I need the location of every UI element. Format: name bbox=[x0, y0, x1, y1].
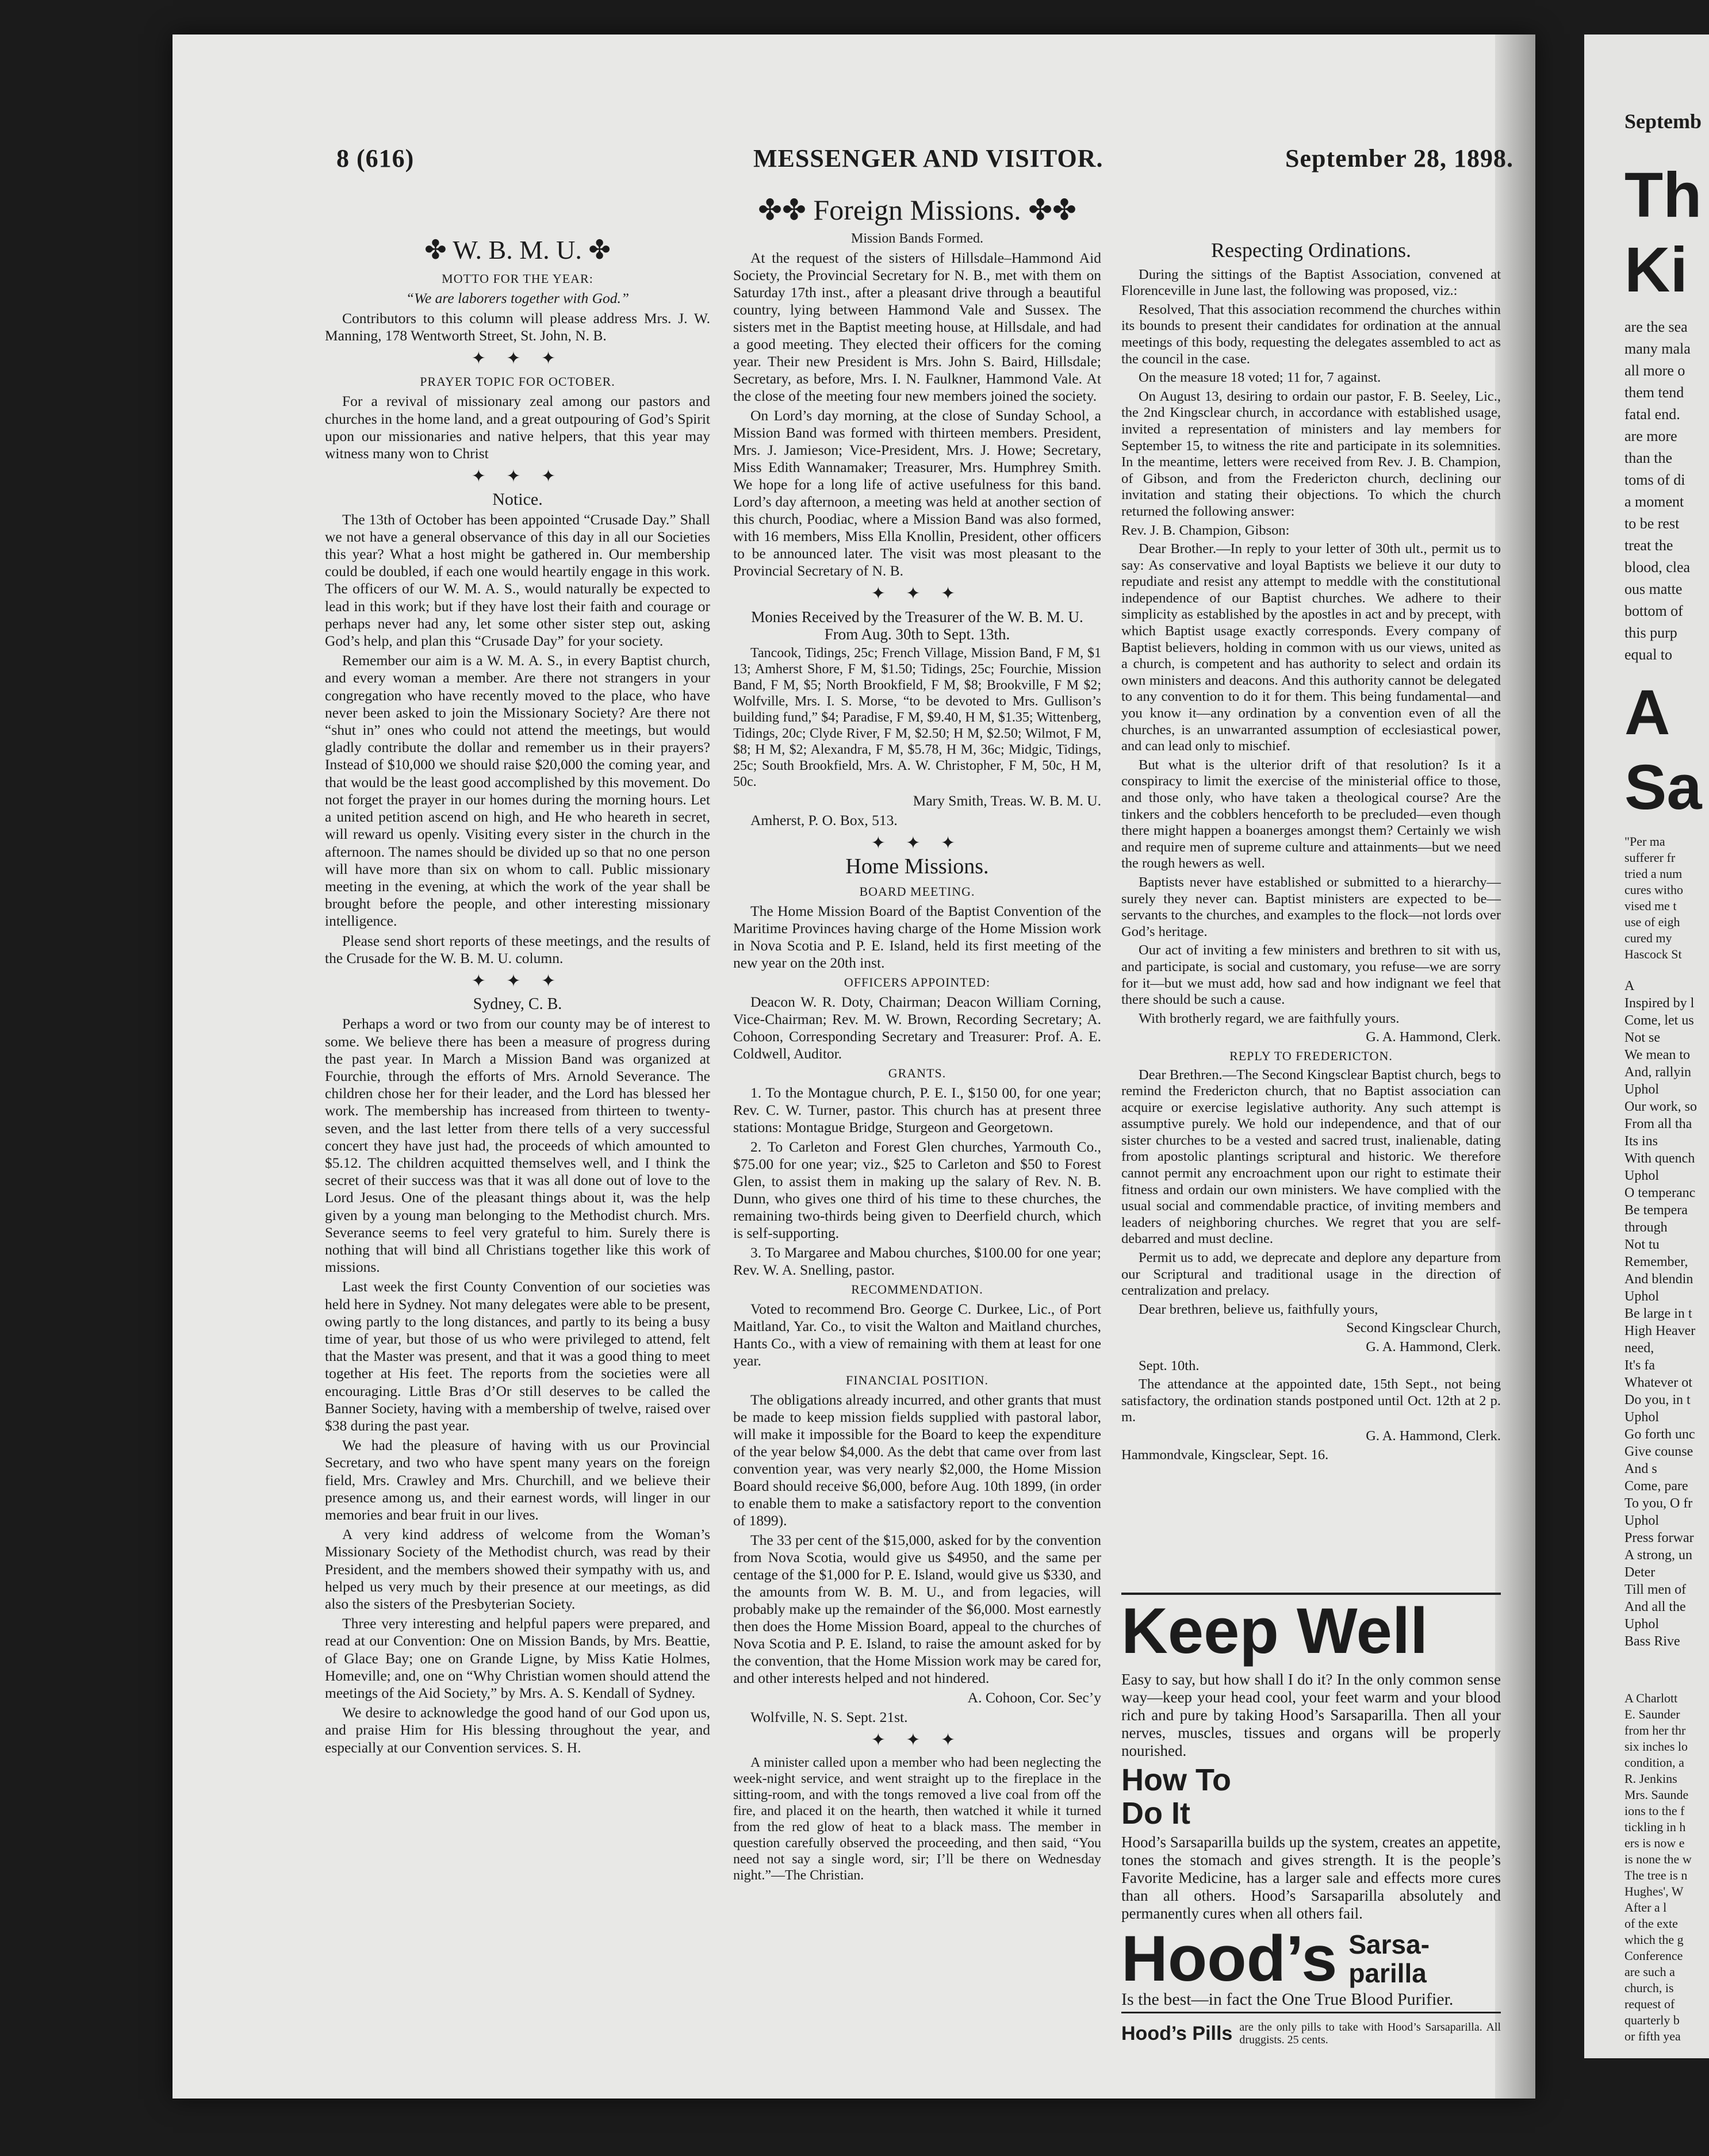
adjacent-line: Our work, so bbox=[1624, 1099, 1697, 1114]
adjacent-line: Come, pare bbox=[1624, 1479, 1688, 1494]
adjacent-line: ions to the f bbox=[1624, 1804, 1685, 1818]
letter-paragraph: Our act of inviting a few ministers and brethren to sit with us, and participate, is social and customary, you refuse—we are sorry for it—but we must add, how sad and how indignant we feel that there should be such a cause. bbox=[1121, 942, 1501, 1008]
adjacent-line: High Heaver bbox=[1624, 1323, 1696, 1338]
adjacent-line: bottom of bbox=[1624, 603, 1683, 619]
bands-title: Mission Bands Formed. bbox=[850, 231, 983, 246]
ad-body: Easy to say, but how shall I do it? In the only common sense way—keep your head cool, your feet warm and your blood rich and pure by taking Hood’s Sarsaparilla. Then all your nerves, muscles, tissues and organs will be properly nourished. bbox=[1121, 1671, 1501, 1759]
adjacent-line: need, bbox=[1624, 1341, 1654, 1356]
ad-headline: Keep Well bbox=[1121, 1595, 1428, 1667]
sydney-title: Sydney, C. B. bbox=[473, 995, 562, 1014]
final-place: Hammondvale, Kingsclear, Sept. 16. bbox=[1121, 1447, 1329, 1463]
adjacent-line: Mrs. Saunde bbox=[1624, 1787, 1689, 1802]
adjacent-line: Do you, in t bbox=[1624, 1392, 1691, 1407]
reply-label: REPLY TO FREDERICTON. bbox=[1229, 1048, 1393, 1063]
adjacent-line: quarterly b bbox=[1624, 2013, 1680, 2027]
adjacent-line: through bbox=[1624, 1220, 1668, 1235]
contributors-note: Contributors to this column will please address Mrs. J. W. Manning, 178 Wentworth Street, St. John, N. B. bbox=[325, 309, 710, 344]
column-wbmu bbox=[325, 235, 710, 1759]
bands-paragraph: At the request of the sisters of Hillsdale–Hammond Aid Society, the Provincial Secretary for N. B., met with them on Saturday 17th inst., after a pleasant drive through a beautiful country, lying between Hammond Vale and Sussex. The sisters met in the Baptist meeting house, at Hillsdale, and had a good meeting. They elected their officers for the coming year. Their new President is Mrs. John S. Baird, Hillsdale; Secretary, as before, Mrs. I. N. Faulkner, Hammond Vale. At the close of the meeting four new members joined the society. bbox=[733, 250, 1101, 404]
board-paragraph: The Home Mission Board of the Baptist Convention of the Maritime Provinces having charge of the Home Mission work in Nova Scotia and P. E. Island, held its first meeting of the new year on the 20th inst. bbox=[733, 903, 1101, 971]
reply-paragraph: Dear brethren, believe us, faithfully yours, bbox=[1139, 1301, 1378, 1317]
monies-signature: Mary Smith, Treas. W. B. M. U. bbox=[913, 792, 1101, 809]
adjacent-line: Uphol bbox=[1624, 1410, 1659, 1425]
ad-how-to: How To Do It bbox=[1121, 1763, 1231, 1831]
adjacent-line: Press forwar bbox=[1624, 1530, 1694, 1545]
adjacent-line: are such a bbox=[1624, 1965, 1675, 1979]
adjacent-text-block bbox=[1624, 834, 1683, 962]
notice-paragraph: Remember our aim is a W. M. A. S., in every Baptist church, and every woman a member. Are there not strangers in your congregation who have recently moved to the place, who have never been asked to join the Missionary Society? Are there not “shut in” ones who could not attend the meetings, but would gladly contribute the dollar and remember us in their prayers? Instead of $10,000 we should raise $20,000 the coming year, and that would be the least good accomplished by this movement. Do not forget the prayer in our homes during the morning hours. Let a united petition ascend on high, and He who heareth in secret, will reward us openly. Visiting every sister in the church in the afternoon. The names should be divided up so that no one person will have more than six on whom to call. Public missionary meeting in the evening, at which the work of the year shall be brought before the people, and other interesting missionary intelligence. bbox=[325, 652, 710, 930]
foreign-missions-title: ✤✤ Foreign Missions. ✤✤ bbox=[758, 194, 1076, 226]
adjacent-line: is none the w bbox=[1624, 1852, 1692, 1866]
adjacent-line: Be large in t bbox=[1624, 1306, 1692, 1321]
adjacent-line: from her thr bbox=[1624, 1723, 1686, 1737]
grant-item: 1. To the Montague church, P. E. I., $150 00, for one year; Rev. C. W. Turner, pastor. This church has at present three stations: Montague Bridge, Sturgeon and Georgetown. bbox=[733, 1084, 1101, 1135]
page-gutter-shadow bbox=[1495, 34, 1535, 2099]
final-paragraph: The attendance at the appointed date, 15th Sept., not being satisfactory, the ordination stands postponed until Oct. 12th at 2 p. m. bbox=[1121, 1376, 1501, 1425]
adjacent-poem bbox=[1624, 977, 1697, 1650]
column-missions bbox=[733, 194, 1101, 1886]
adjacent-line: six inches lo bbox=[1624, 1739, 1688, 1754]
adjacent-line: The tree is n bbox=[1624, 1868, 1688, 1882]
financial-signature: A. Cohoon, Cor. Sec’y bbox=[967, 1689, 1101, 1706]
bands-paragraph: On Lord’s day morning, at the close of Sunday School, a Mission Band was formed with thirteen members. President, Mrs. J. Jamieson; Vice-President, Mrs. J. Howe; Secretary, Miss Edith Wannamaker; Treasurer, Mrs. Humphrey Smith. We hope for a long life of active usefulness for this band. Lord’s day afternoon, a meeting was held at another section of this church, Poodiac, where a Mission Band was also formed, with 16 members, Miss Ella Knollin, President, other officers to be announced later. The visit was most pleasant to the Provincial Secretary of N. B. bbox=[733, 407, 1101, 579]
ordinations-paragraph: Resolved, That this association recommend the churches within its bounds to present their candidates for ordination at the annual meetings of this body, requesting the delegates assembled to act as the council in the case. bbox=[1121, 301, 1501, 367]
adjacent-line: tried a num bbox=[1624, 866, 1683, 881]
adjacent-line: Whatever ot bbox=[1624, 1375, 1692, 1390]
adjacent-text-block bbox=[1624, 316, 1691, 666]
sydney-paragraph: A very kind address of welcome from the Woman’s Missionary Society of the Methodist church, was read by their President, and the members showed their sympathy with us, and helped us very much by their presence at our meetings, as did also the sisters of the Presbyterian Society. bbox=[325, 1526, 710, 1613]
adjacent-line: than the bbox=[1624, 450, 1673, 466]
financial-paragraph: The obligations already incurred, and other grants that must be made to keep mission fields supplied with pastoral labor, will make it impossible for the Board to keep the expenditure of the year below $4,000. As the debt that came over from last convention year, was very nearly $2,000, the Home Mission Board should receive $6,000, before Aug. 10th 1899, (in order to enable them to make a satisfactory report to the convention of 1899). bbox=[733, 1391, 1101, 1529]
separator-stars: ✦ ✦ ✦ bbox=[471, 971, 564, 991]
adjacent-line: A Charlott bbox=[1624, 1691, 1678, 1705]
ad-pills: Hood’s Pills bbox=[1121, 2023, 1233, 2044]
adjacent-line: this purp bbox=[1624, 624, 1677, 641]
final-signature: G. A. Hammond, Clerk. bbox=[1366, 1428, 1501, 1444]
adjacent-text-block bbox=[1624, 1690, 1692, 2044]
adjacent-headline: Ki bbox=[1624, 235, 1688, 305]
home-missions-title: Home Missions. bbox=[845, 854, 989, 878]
adjacent-line: After a l bbox=[1624, 1900, 1667, 1915]
separator-stars: ✦ ✦ ✦ bbox=[871, 584, 964, 603]
motto-label: MOTTO FOR THE YEAR: bbox=[442, 271, 593, 286]
adjacent-line: ous matte bbox=[1624, 581, 1683, 597]
adjacent-page-fragment bbox=[1584, 34, 1709, 2058]
sydney-paragraph: Three very interesting and helpful papers were prepared, and read at our Convention: One on Mission Bands, by Mrs. Beattie, of Glace Bay; one on Grande Ligne, by Miss Katie Holmes, Homeville; and, one on “Why Christian women should attend the meetings of the Aid Society,” by Mrs. A. S. Kendall of Sydney. bbox=[325, 1615, 710, 1702]
board-meeting-label: BOARD MEETING. bbox=[859, 884, 975, 899]
adjacent-line: It's fa bbox=[1624, 1358, 1655, 1373]
adjacent-line: blood, clea bbox=[1624, 559, 1691, 576]
adjacent-line: Remember, bbox=[1624, 1255, 1688, 1269]
prayer-topic-label: PRAYER TOPIC FOR OCTOBER. bbox=[420, 374, 615, 389]
ad-body: Hood’s Sarsaparilla builds up the system, creates an appetite, tones the stomach and gives strength. It is the people’s Favorite Medicine, has a larger sale and effects more cures than all others. Hood’s Sarsaparilla absolutely and permanently cures when all others fail. bbox=[1121, 1833, 1501, 1922]
adjacent-line: And blendin bbox=[1624, 1272, 1693, 1287]
separator-stars: ✦ ✦ ✦ bbox=[471, 349, 564, 369]
prayer-topic: For a revival of missionary zeal among our pastors and churches in the home land, and a great outpouring of God’s Spirit upon our missionaries and native helpers, that this year may witness many won to Christ bbox=[325, 393, 710, 462]
adjacent-line: use of eigh bbox=[1624, 915, 1680, 929]
adjacent-line: O temperanc bbox=[1624, 1186, 1696, 1200]
officers-paragraph: Deacon W. R. Doty, Chairman; Deacon William Corning, Vice-Chairman; Rev. M. W. Brown, Recording Secretary; A. Cohoon, Corresponding Secretary and Treasurer: Prof. A. E. Coldwell, Auditor. bbox=[733, 993, 1101, 1062]
adjacent-headline: Th bbox=[1624, 160, 1702, 231]
notice-paragraph: The 13th of October has been appointed “Crusade Day.” Shall we not have a general observance of this day in all our Societies this year? What a host might be gathered in. Our membership could be doubled, if each one would heartily engage in this work. The officers of our W. M. A. S., would naturally be expected to lead in this work; but if they have lost their faith and courage or perhaps never had any, let some other sister step out, asking God’s help, and plan this “Crusade Day” for your society. bbox=[325, 511, 710, 650]
ad-pills-row bbox=[1121, 2017, 1501, 2050]
officers-label: OFFICERS APPOINTED: bbox=[844, 975, 991, 989]
adjacent-line: sufferer fr bbox=[1624, 850, 1676, 865]
adjacent-line: are the sea bbox=[1624, 319, 1688, 335]
adjacent-line: And s bbox=[1624, 1461, 1657, 1476]
monies-list: Tancook, Tidings, 25c; French Village, Mission Band, F M, $1 13; Amherst Shore, F M, $1.50; Tidings, 25c; Fourchie, Mission Band, F M, $5; North Brookfield, F M, $8; Brookville, F M $2; Wolfville, Mrs. I. S. Morse, “to be devoted to Mrs. Gullison’s building fund,” $4; Paradise, F M, $9.40, H M, $1.35; Wittenberg, Tidings, 20c; Clyde River, F M, $2.50; H M, $2.50; Wilmot, F M, $8; H M, $2; Alexandra, F M, $5.78, H M, 36c; Midgic, Tidings, 25c; South Brookfield, Mrs. A. W. Christopher, F M, 50c, H M, 50c. bbox=[733, 646, 1101, 789]
adjacent-line: Uphol bbox=[1624, 1082, 1659, 1097]
adjacent-line: Its ins bbox=[1624, 1134, 1658, 1149]
adjacent-line: a moment bbox=[1624, 493, 1684, 510]
reply-date: Sept. 10th. bbox=[1139, 1357, 1200, 1374]
anecdote-paragraph: A minister called upon a member who had been neglecting the week-night service, and went straight up to the fireplace in the sitting-room, and with the tongs removed a live coal from off the fire, and placed it on the hearth, then watched it while it turned from the red glow of heat to a black mass. The member in question carefully observed the proceeding, and then said, “You need not say a single word, sir; I’ll be there on Wednesday night.”—The Christian. bbox=[733, 1755, 1101, 1883]
ad-brand-row bbox=[1121, 1923, 1501, 1994]
adjacent-line: Hughes', W bbox=[1624, 1884, 1684, 1898]
adjacent-line: Till men of bbox=[1624, 1582, 1687, 1597]
adjacent-line: to be rest bbox=[1624, 515, 1680, 532]
adjacent-line: From all tha bbox=[1624, 1117, 1692, 1131]
separator-stars: ✦ ✦ ✦ bbox=[871, 1731, 964, 1750]
adjacent-line: "Per ma bbox=[1624, 834, 1665, 849]
grant-item: 2. To Carleton and Forest Glen churches, Yarmouth Co., $75.00 for one year; viz., $25 to Carleton and $50 to Forest Glen, to assist them in making up the salary of Rev. N. B. Dunn, who gives one third of his time to these churches, the remaining two-thirds being given to Deerfield church, which is self-supporting. bbox=[733, 1138, 1101, 1241]
notice-title: Notice. bbox=[492, 490, 543, 509]
recommendation-paragraph: Voted to recommend Bro. George C. Durkee, Lic., of Port Maitland, Yar. Co., to visit the Walton and Maitland churches, Hants Co., with a view of remaining with them at least for one year. bbox=[733, 1300, 1101, 1369]
adjacent-line: Not tu bbox=[1624, 1237, 1660, 1252]
adjacent-line: condition, a bbox=[1624, 1755, 1684, 1770]
letter-closing: With brotherly regard, we are faithfully yours. bbox=[1139, 1010, 1400, 1026]
hoods-advertisement bbox=[1121, 1593, 1501, 2117]
adjacent-line: Be tempera bbox=[1624, 1203, 1688, 1218]
reply-paragraph: Dear Brethren.—The Second Kingsclear Baptist church, begs to remind the Fredericton church, that no Baptist association can acquire or exercise legislative authority. Any such attempt is assumptive purely. We hold our independence, and that of our sister churches to be a vested and sacred trust, inalienable, dating from apostolic plantings scriptural and historic. We therefore cannot permit any encroachment upon our right to estimate their fitness and ordain our own ministers. We have complied with the usual social and commendable practice, of inviting members and leaders of neighboring churches. We regret that you are self-debarred and must decline. bbox=[1121, 1067, 1501, 1247]
ordinations-title: Respecting Ordinations. bbox=[1211, 239, 1411, 262]
adjacent-line: Give counse bbox=[1624, 1444, 1693, 1459]
monies-address: Amherst, P. O. Box, 513. bbox=[750, 812, 898, 828]
adjacent-line: request of bbox=[1624, 1997, 1675, 2011]
sydney-paragraph: We had the pleasure of having with us our Provincial Secretary, and two who have spent many years on the foreign field, Mrs. Crawley and Mrs. Churchill, and we believe their presence among us, and their earnest words, will linger in our memories and bear fruit in our lives. bbox=[325, 1437, 710, 1524]
adjacent-line: R. Jenkins bbox=[1624, 1771, 1677, 1786]
ordinations-paragraph: On the measure 18 voted; 11 for, 7 against. bbox=[1139, 370, 1381, 386]
adjacent-headline: Sa bbox=[1624, 752, 1702, 823]
adjacent-line: many mala bbox=[1624, 340, 1691, 357]
adjacent-line: fatal end. bbox=[1624, 406, 1680, 423]
financial-place: Wolfville, N. S. Sept. 21st. bbox=[750, 1709, 908, 1725]
adjacent-line: Deter bbox=[1624, 1565, 1656, 1580]
adjacent-line: Not se bbox=[1624, 1030, 1660, 1045]
newspaper-page bbox=[173, 34, 1535, 2099]
letter-addressee: Rev. J. B. Champion, Gibson: bbox=[1121, 522, 1290, 538]
grants-label: GRANTS. bbox=[888, 1066, 947, 1080]
adjacent-line: or fifth yea bbox=[1624, 2029, 1681, 2043]
masthead: MESSENGER AND VISITOR. bbox=[753, 144, 1103, 172]
adjacent-line: which the g bbox=[1624, 1932, 1684, 1947]
ad-brand-side: Sarsa-parilla bbox=[1348, 1929, 1430, 1988]
ad-brand: Hood’s bbox=[1121, 1923, 1338, 1994]
adjacent-line: And all the bbox=[1624, 1599, 1686, 1614]
letter-paragraph: But what is the ulterior drift of that resolution? Is it a conspiracy to limit the exercise of the ministerial office to those, and those only, who have taken a theological course? Are the tinkers and the cobblers henceforth to be precluded—even though there might happen a boanerges amongst them? Certainly we wish and require men of supreme culture and attainments—but we need the rough hewers as well. bbox=[1121, 757, 1501, 872]
adjacent-line: ers is now e bbox=[1624, 1836, 1685, 1850]
letter-paragraph: Baptists never have established or submitted to a hierarchy—surely they never can. Baptist ministers are expected to be—servants to the churches, and examples to the flock—not lords over God’s heritage. bbox=[1121, 874, 1501, 939]
adjacent-line: We mean to bbox=[1624, 1048, 1691, 1062]
grant-item: 3. To Margaree and Mabou churches, $100.00 for one year; Rev. W. A. Snelling, pastor. bbox=[733, 1244, 1101, 1278]
adjacent-line: of the exte bbox=[1624, 1916, 1678, 1931]
adjacent-line: them tend bbox=[1624, 384, 1684, 401]
adjacent-line: toms of di bbox=[1624, 471, 1685, 488]
notice-paragraph: Please send short reports of these meetings, and the results of the Crusade for the W. B. M. U. column. bbox=[325, 932, 710, 966]
adjacent-line: Go forth unc bbox=[1624, 1427, 1695, 1442]
adjacent-line: tickling in h bbox=[1624, 1820, 1686, 1834]
financial-paragraph: The 33 per cent of the $15,000, asked for by the convention from Nova Scotia, would give us $4950, and the same per centage of the $1,000 for P. E. Island, would give us $330, and the amounts from W. B. M. U., and from legacies, will probably make up the remainder of the $6,000. Most earnestly then does the Home Mission Board, appeal to the churches of Nova Scotia and P. E. Island, to raise the amount asked for by the convention, that the Home Mission work may be cared for, and other interests helped and not hindered. bbox=[733, 1532, 1101, 1686]
adjacent-line: E. Saunder bbox=[1624, 1707, 1680, 1721]
ad-pills-note: are the only pills to take with Hood’s Sarsaparilla. All druggists. 25 cents. bbox=[1239, 2021, 1501, 2046]
adjacent-line: equal to bbox=[1624, 646, 1673, 663]
adjacent-line: are more bbox=[1624, 428, 1677, 444]
adjacent-line: Uphol bbox=[1624, 1617, 1659, 1632]
separator-stars: ✦ ✦ ✦ bbox=[471, 467, 564, 486]
adjacent-line: With quench bbox=[1624, 1151, 1695, 1166]
adjacent-line: Bass Rive bbox=[1624, 1634, 1680, 1649]
adjacent-line: Inspired by l bbox=[1624, 996, 1695, 1011]
adjacent-line: all more o bbox=[1624, 362, 1685, 379]
adjacent-line: church, is bbox=[1624, 1981, 1674, 1995]
reply-signature: G. A. Hammond, Clerk. bbox=[1366, 1339, 1501, 1355]
adjacent-line: To you, O fr bbox=[1624, 1496, 1693, 1511]
adjacent-line: Conference bbox=[1624, 1948, 1683, 1963]
motto: “We are laborers together with God.” bbox=[405, 290, 630, 307]
adjacent-line: vised me t bbox=[1624, 899, 1677, 913]
ordinations-paragraph: During the sittings of the Baptist Association, convened at Florenceville in June last, the following was proposed, viz.: bbox=[1121, 266, 1501, 299]
adjacent-line: Uphol bbox=[1624, 1289, 1659, 1304]
sydney-paragraph: Last week the first County Convention of our societies was held here in Sydney. Not many delegates were able to be present, owing partly to the long distances, and partly to its being a busy time of year, but those of us who were privileged to attend, felt that the Master was present, and that it was a good thing to meet together at His feet. The reports from the societies were all encouraging. Little Bras d’Or still deserves to be called the Banner Society, having with a membership of twelve, raised over $38 during the past year. bbox=[325, 1278, 710, 1434]
sydney-paragraph: We desire to acknowledge the good hand of our God upon us, and praise Him for His blessing throughout the year, and especially at our Convention services. S. H. bbox=[325, 1704, 710, 1756]
ordinations-paragraph: On August 13, desiring to ordain our pastor, F. B. Seeley, Lic., the 2nd Kingsclear church, in accordance with established usage, invited a representation of ministers and lay members for September 15, to witness the rite and participate in its solemnities. In the meantime, letters were received from Rev. J. B. Champion, of Gibson, and from the Fredericton church, declining our invitation and stating their objections. To which the church returned the following answer: bbox=[1121, 388, 1501, 519]
ad-tagline: Is the best—in fact the One True Blood Purifier. bbox=[1121, 1990, 1501, 2013]
recommendation-label: RECOMMENDATION. bbox=[851, 1282, 983, 1296]
adjacent-line: cured my bbox=[1624, 931, 1672, 945]
sydney-paragraph: Perhaps a word or two from our county may be of interest to some. We believe there has been a measure of progress during the past year. In March a Mission Band was organized at Fourchie, through the efforts of Mrs. Arnold Severance. The children chose her for their leader, and the Lord has blessed her work. The membership has increased from thirteen to twenty-seven, and the last letter from there tells of a very successful concert they have just had, the proceeds of which amounted to $5.12. The children acquitted themselves well, and I think the secret of their success was that it was all done out of love to the Lord Jesus. One of the pleasant things about it, was the help given by a young man belonging to the Methodist church. Mrs. Severance seems to feel very grateful to him. Surely there is nothing that will bind all Christians together like this work of missions. bbox=[325, 1015, 710, 1276]
adjacent-line: Uphol bbox=[1624, 1513, 1659, 1528]
adjacent-headline: A bbox=[1624, 677, 1670, 748]
separator-stars: ✦ ✦ ✦ bbox=[871, 834, 964, 853]
column-ordinations bbox=[1121, 239, 1501, 1466]
adjacent-line: And, rallyin bbox=[1624, 1065, 1691, 1080]
adjacent-line: treat the bbox=[1624, 537, 1673, 554]
adjacent-line: Uphol bbox=[1624, 1168, 1659, 1183]
monies-title: Monies Received by the Treasurer of the W. B. M. U. From Aug. 30th to Sept. 13th. bbox=[751, 608, 1083, 643]
adjacent-line: Come, let us bbox=[1624, 1013, 1694, 1028]
adjacent-line: A bbox=[1624, 979, 1635, 993]
adjacent-line: Hascock St bbox=[1624, 947, 1682, 961]
letter-signature: G. A. Hammond, Clerk. bbox=[1366, 1029, 1501, 1045]
issue-date: September 28, 1898. bbox=[1285, 144, 1514, 172]
letter-paragraph: Dear Brother.—In reply to your letter of 30th ult., permit us to say: As conservative and loyal Baptists we believe it our duty to repudiate and resist any attempt to meddle with the constitutional independence of our Baptist churches. We adhere to their simplicity as established by the apostles in act and by precept, with which Baptist usage exactly corresponds. Every company of Baptist believers, holding in common with us our views, united as a church, is competent and has authority to select and ordain its own ministers and deacons. And this authority cannot be delegated to any convention to do it for them. This being fundamental—and you know it—any ordination by a convention even of all the churches, is an unwarranted assumption of ecclesiastical power, and can lead only to mischief. bbox=[1121, 541, 1501, 754]
financial-label: FINANCIAL POSITION. bbox=[846, 1373, 988, 1387]
page-number: 8 (616) bbox=[336, 144, 415, 172]
adjacent-header: Septemb bbox=[1624, 110, 1702, 133]
reply-signature: Second Kingsclear Church, bbox=[1346, 1320, 1501, 1336]
adjacent-line: A strong, un bbox=[1624, 1548, 1693, 1563]
wbmu-title: ✤ W. B. M. U. ✤ bbox=[424, 235, 611, 264]
adjacent-line: cures witho bbox=[1624, 883, 1684, 897]
reply-paragraph: Permit us to add, we deprecate and deplore any departure from our Scriptural and traditional usage in the direction of centralization and prelacy. bbox=[1121, 1250, 1501, 1299]
